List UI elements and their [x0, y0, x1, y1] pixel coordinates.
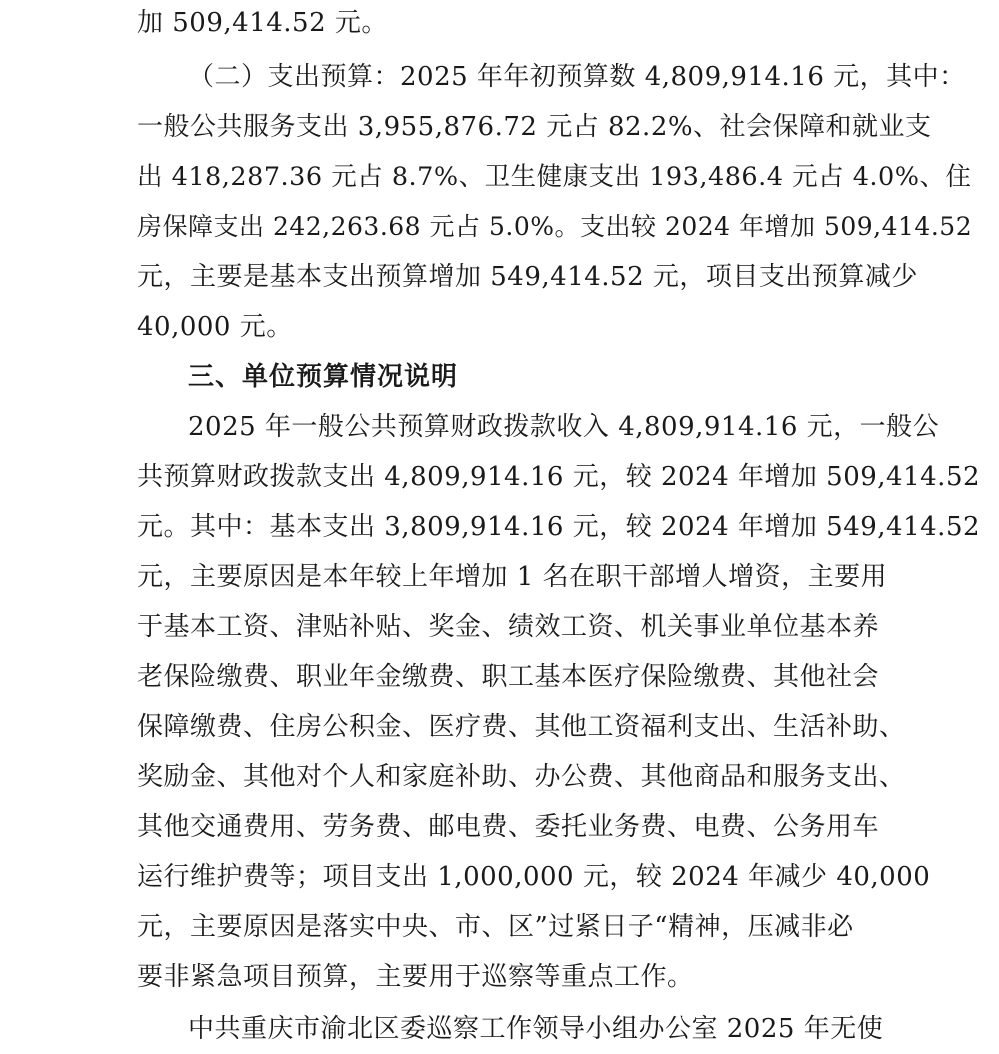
- paragraph-line: 奖励金、其他对个人和家庭补助、办公费、其他商品和服务支出、: [137, 762, 906, 792]
- paragraph-line: 出 418,287.36 元占 8.7%、卫生健康支出 193,486.4 元占 4.0%、住: [137, 162, 972, 192]
- paragraph-line: 老保险缴费、职业年金缴费、职工基本医疗保险缴费、其他社会: [137, 662, 880, 692]
- paragraph-line: 中共重庆市渝北区委巡察工作领导小组办公室 2025 年无使: [188, 1014, 884, 1044]
- paragraph-line: 保障缴费、住房公积金、医疗费、其他工资福利支出、生活补助、: [137, 712, 906, 742]
- paragraph-line: 加 509,414.52 元。: [137, 8, 388, 38]
- section-heading: 三、单位预算情况说明: [188, 362, 459, 392]
- paragraph-line: 于基本工资、津贴补贴、奖金、绩效工资、机关事业单位基本养: [137, 612, 880, 642]
- paragraph-line: 其他交通费用、劳务费、邮电费、委托业务费、电费、公务用车: [137, 812, 880, 842]
- paragraph-line: 共预算财政拨款支出 4,809,914.16 元，较 2024 年增加 509,414.52: [137, 462, 981, 492]
- expenditure-budget-line: （二）支出预算：2025 年年初预算数 4,809,914.16 元，其中：: [188, 62, 966, 92]
- paragraph-line: 一般公共服务支出 3,955,876.72 元占 82.2%、社会保障和就业支: [137, 112, 932, 142]
- paragraph-line: 元，主要原因是落实中央、市、区”过紧日子“精神，压减非必: [137, 912, 854, 942]
- paragraph-line: 运行维护费等；项目支出 1,000,000 元，较 2024 年减少 40,000: [137, 862, 931, 892]
- paragraph-line: 2025 年一般公共预算财政拨款收入 4,809,914.16 元，一般公: [188, 412, 940, 442]
- paragraph-line: 元，主要是基本支出预算增加 549,414.52 元，项目支出预算减少: [137, 262, 918, 292]
- paragraph-line: 房保障支出 242,263.68 元占 5.0%。支出较 2024 年增加 509,414.52: [137, 212, 973, 241]
- paragraph-line: 40,000 元。: [137, 312, 293, 342]
- paragraph-line: 元，主要原因是本年较上年增加 1 名在职干部增人增资，主要用: [137, 562, 888, 592]
- paragraph-line: 要非紧急项目预算，主要用于巡察等重点工作。: [137, 962, 694, 992]
- paragraph-line: 元。其中：基本支出 3,809,914.16 元，较 2024 年增加 549,414.52: [137, 512, 981, 542]
